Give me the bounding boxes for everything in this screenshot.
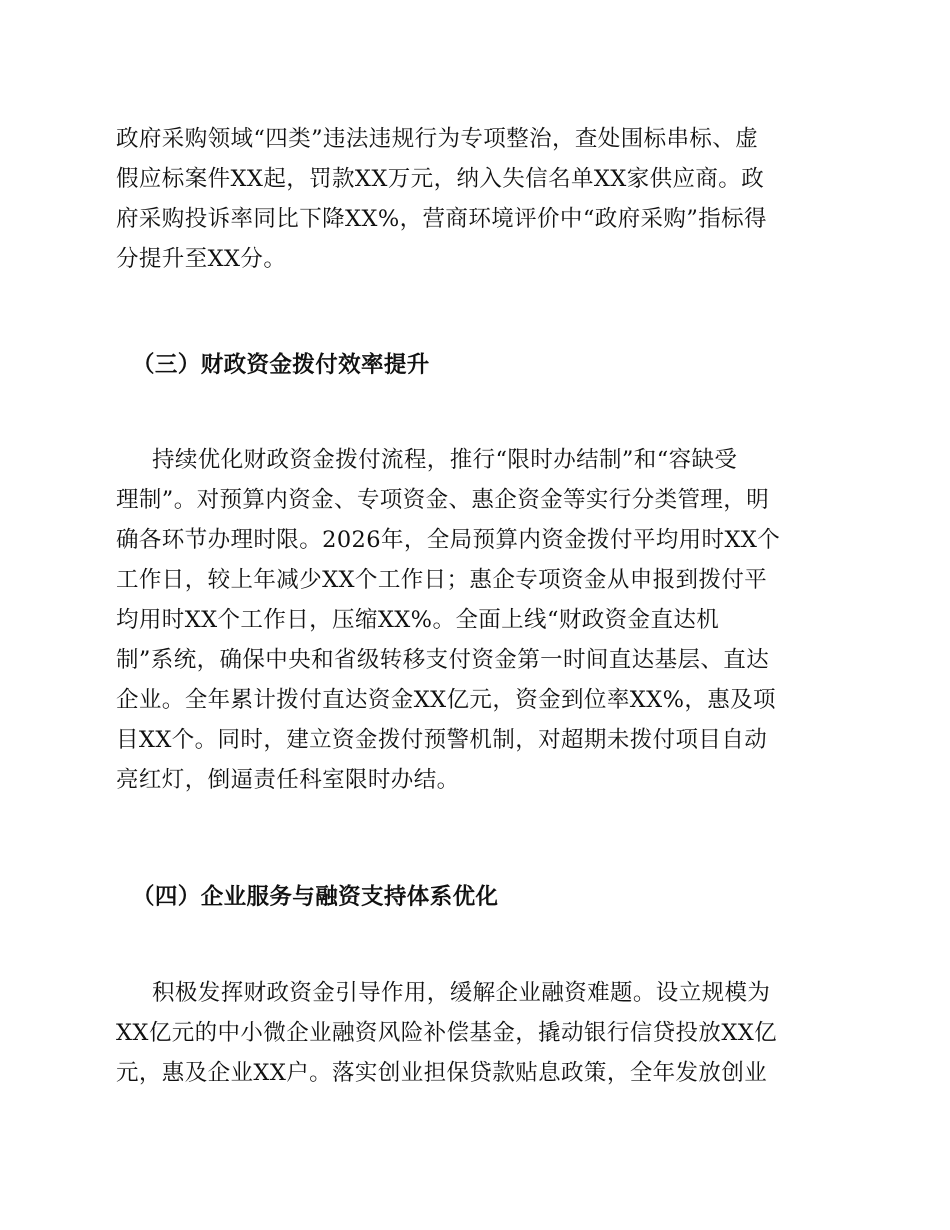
section-heading-4: （四）企业服务与融资支持体系优化 (132, 884, 499, 910)
paragraph-enterprise-financing (116, 973, 838, 1093)
paragraph-line: 政府采购领域“四类”违法违规行为专项整治，查处围标串标、虚 (116, 126, 759, 152)
paragraph-procurement (116, 119, 838, 279)
paragraph-line: 工作日，较上年减少XX个工作日；惠企专项资金从申报到拨付平 (116, 567, 768, 593)
paragraph-line: 持续优化财政资金拨付流程，推行“限时办结制”和“容缺受 (152, 447, 738, 473)
paragraph-line: 制”系统，确保中央和省级转移支付资金第一时间直达基层、直达 (116, 647, 770, 673)
paragraph-line: XX亿元的中小微企业融资风险补偿基金，撬动银行信贷投放XX亿 (116, 1020, 778, 1046)
section-heading-3: （三）财政资金拨付效率提升 (132, 352, 430, 378)
paragraph-line: 亮红灯，倒逼责任科室限时办结。 (116, 767, 460, 793)
paragraph-line: 假应标案件XX起，罚款XX万元，纳入失信名单XX家供应商。政 (116, 166, 765, 192)
paragraph-line: 府采购投诉率同比下降XX%，营商环境评价中“政府采购”指标得 (116, 206, 767, 232)
paragraph-line: 积极发挥财政资金引导作用，缓解企业融资难题。设立规模为 (152, 980, 771, 1006)
paragraph-line: 目XX个。同时，建立资金拨付预警机制，对超期未拨付项目自动 (116, 727, 768, 753)
paragraph-line: 确各环节办理时限。2026年，全局预算内资金拨付平均用时XX个 (116, 527, 781, 553)
paragraph-line: 分提升至XX分。 (116, 246, 287, 272)
paragraph-line: 元，惠及企业XX户。落实创业担保贷款贴息政策，全年发放创业 (116, 1060, 768, 1086)
paragraph-line: 均用时XX个工作日，压缩XX%。全面上线“财政资金直达机 (116, 607, 720, 633)
paragraph-line: 理制”。对预算内资金、专项资金、惠企资金等实行分类管理，明 (116, 487, 770, 513)
paragraph-line: 企业。全年累计拨付直达资金XX亿元，资金到位率XX%，惠及项 (116, 687, 776, 713)
paragraph-fund-disbursement (116, 440, 838, 800)
